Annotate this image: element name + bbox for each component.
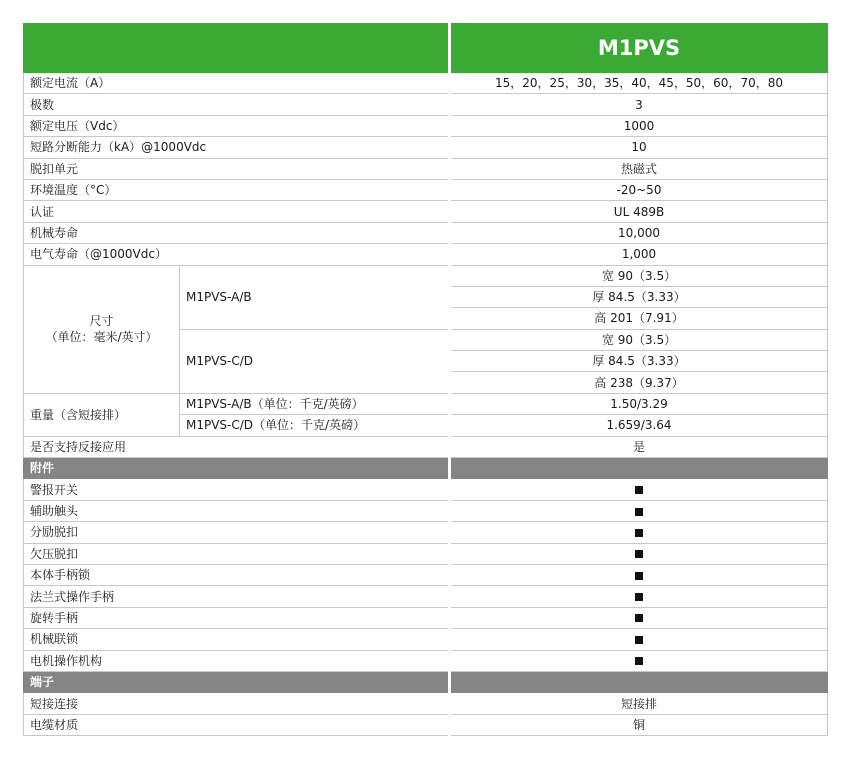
table-header xyxy=(24,24,828,73)
table-row xyxy=(24,158,828,179)
availability-cell xyxy=(450,586,828,607)
dimension-value: 宽 90（3.5） xyxy=(450,265,828,286)
availability-cell xyxy=(450,543,828,564)
terminal-value: 铜 xyxy=(450,714,828,735)
filled-square-icon xyxy=(635,550,643,558)
table-row xyxy=(24,115,828,136)
spec-label: 认证 xyxy=(24,201,450,222)
dimension-value: 高 238（9.37） xyxy=(450,372,828,393)
availability-cell xyxy=(450,607,828,628)
filled-square-icon xyxy=(635,572,643,580)
table-row xyxy=(24,564,828,585)
accessory-label: 本体手柄锁 xyxy=(24,564,450,585)
section-blank xyxy=(450,671,828,692)
spec-label: 极数 xyxy=(24,94,450,115)
dimension-value: 宽 90（3.5） xyxy=(450,329,828,350)
filled-square-icon xyxy=(635,657,643,665)
availability-cell xyxy=(450,479,828,500)
spec-value: 1,000 xyxy=(450,244,828,265)
reverse-value: 是 xyxy=(450,436,828,457)
table-row xyxy=(24,73,828,94)
spec-label: 额定电压（Vdc） xyxy=(24,115,450,136)
table-row xyxy=(24,650,828,671)
table-row xyxy=(24,693,828,714)
spec-value: UL 489B xyxy=(450,201,828,222)
accessory-label: 分励脱扣 xyxy=(24,522,450,543)
dimensions-variant: M1PVS-C/D xyxy=(180,329,450,393)
filled-square-icon xyxy=(635,508,643,516)
header-blank xyxy=(24,24,450,73)
spec-value: 3 xyxy=(450,94,828,115)
accessory-label: 警报开关 xyxy=(24,479,450,500)
spec-label: 电气寿命（@1000Vdc） xyxy=(24,244,450,265)
table-row xyxy=(24,436,828,457)
availability-cell xyxy=(450,522,828,543)
spec-label: 短路分断能力（kA）@1000Vdc xyxy=(24,137,450,158)
table-row xyxy=(24,479,828,500)
filled-square-icon xyxy=(635,593,643,601)
spec-value: 热磁式 xyxy=(450,158,828,179)
accessory-label: 辅助触头 xyxy=(24,500,450,521)
weight-label: 重量（含短接排） xyxy=(24,393,180,436)
accessory-label: 欠压脱扣 xyxy=(24,543,450,564)
accessory-label: 旋转手柄 xyxy=(24,607,450,628)
spec-label: 环境温度（°C） xyxy=(24,179,450,200)
accessory-label: 机械联锁 xyxy=(24,629,450,650)
availability-cell xyxy=(450,629,828,650)
table-row xyxy=(24,522,828,543)
dimensions-label-line2: （单位：毫米/英寸） xyxy=(45,330,158,345)
reverse-label: 是否支持反接应用 xyxy=(24,436,450,457)
dimension-value: 厚 84.5（3.33） xyxy=(450,286,828,307)
dimensions-variant: M1PVS-A/B xyxy=(180,265,450,329)
table-row xyxy=(24,222,828,243)
spec-label: 机械寿命 xyxy=(24,222,450,243)
filled-square-icon xyxy=(635,529,643,537)
section-accessories xyxy=(24,458,828,479)
table-row xyxy=(24,179,828,200)
filled-square-icon xyxy=(635,614,643,622)
model-name: M1PVS xyxy=(450,24,828,73)
table-row xyxy=(24,500,828,521)
availability-cell xyxy=(450,650,828,671)
filled-square-icon xyxy=(635,636,643,644)
spec-value: 1000 xyxy=(450,115,828,136)
table-row xyxy=(24,244,828,265)
spec-label: 额定电流（A） xyxy=(24,73,450,94)
terminal-label: 电缆材质 xyxy=(24,714,450,735)
spec-value: 15，20，25，30，35，40，45，50，60，70，80 xyxy=(450,73,828,94)
spec-value: 10,000 xyxy=(450,222,828,243)
spec-value: -20~50 xyxy=(450,179,828,200)
weight-value: 1.50/3.29 xyxy=(450,393,828,414)
filled-square-icon xyxy=(635,486,643,494)
spec-table xyxy=(23,23,828,736)
table-row xyxy=(24,393,828,414)
table-row xyxy=(24,714,828,735)
accessory-label: 法兰式操作手柄 xyxy=(24,586,450,607)
table-row xyxy=(24,265,828,286)
spec-value: 10 xyxy=(450,137,828,158)
terminal-value: 短接排 xyxy=(450,693,828,714)
spec-label: 脱扣单元 xyxy=(24,158,450,179)
table-row xyxy=(24,543,828,564)
table-row xyxy=(24,94,828,115)
terminal-label: 短接连接 xyxy=(24,693,450,714)
dimension-value: 高 201（7.91） xyxy=(450,308,828,329)
table-row xyxy=(24,607,828,628)
table-row xyxy=(24,201,828,222)
availability-cell xyxy=(450,564,828,585)
table-row xyxy=(24,137,828,158)
section-title: 附件 xyxy=(24,458,450,479)
section-title: 端子 xyxy=(24,671,450,692)
dimension-value: 厚 84.5（3.33） xyxy=(450,351,828,372)
availability-cell xyxy=(450,500,828,521)
accessory-label: 电机操作机构 xyxy=(24,650,450,671)
section-blank xyxy=(450,458,828,479)
table-row xyxy=(24,629,828,650)
dimensions-label-line1: 尺寸 xyxy=(89,314,114,329)
dimensions-label xyxy=(24,265,180,393)
weight-variant: M1PVS-A/B（单位：千克/英磅） xyxy=(180,393,450,414)
table-row xyxy=(24,586,828,607)
section-terminals xyxy=(24,671,828,692)
weight-value: 1.659/3.64 xyxy=(450,415,828,436)
weight-variant: M1PVS-C/D（单位：千克/英磅） xyxy=(180,415,450,436)
